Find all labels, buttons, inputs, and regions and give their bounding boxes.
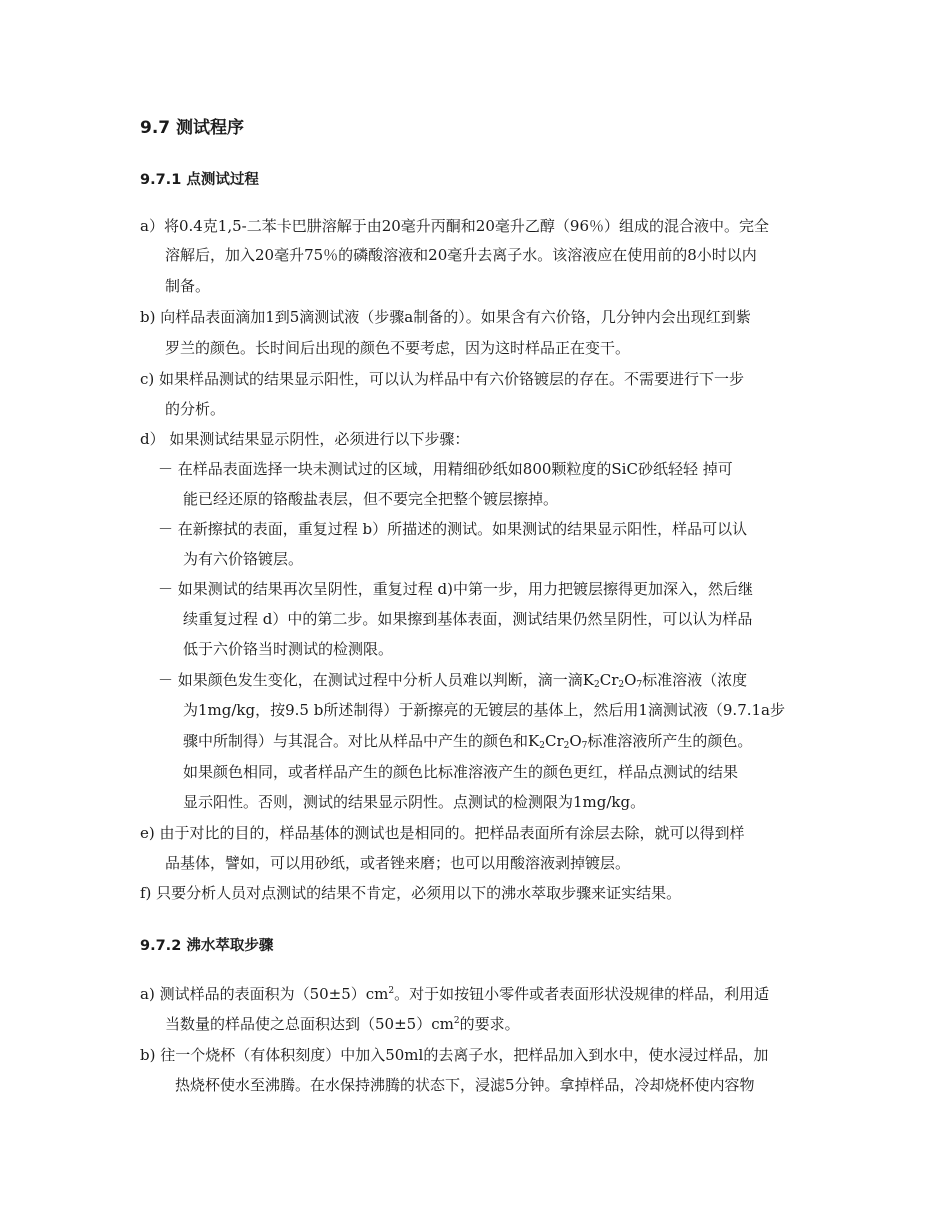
bullet-2-line-1: － 在新擦拭的表面，重复过程 b）所描述的测试。如果测试的结果显示阳性，样品可以认 [158, 520, 748, 538]
para-c-line-1: c) 如果样品测试的结果显示阳性，可以认为样品中有六价铬镀层的存在。不需要进行下一步 [140, 370, 745, 388]
bullet-4-line-2: 为1mg/kg，按9.5 b所述制得）于新擦亮的无镀层的基体上，然后用1滴测试液（9.7.1a步 [183, 701, 785, 719]
bullet-4-line-3-pre: 骤中所制得）与其混合。对比从样品中产生的颜色和 [183, 732, 529, 750]
bullet-4-line-1 [158, 670, 747, 690]
para2-b-line-1: b) 往一个烧杯（有体积刻度）中加入50ml的去离子水，把样品加入到水中，使水浸过样品，加 [140, 1046, 769, 1064]
para2-a-line-1: a) 测试样品的表面积为$(50\pm 5)cm^2$。对于如按钮小零件或者表面形状没规律的样品，利用适 [140, 985, 770, 1003]
formula-k2cr2o7: $K_2Cr_2O_7$ [528, 732, 588, 751]
para-f: f) 只要分析人员对点测试的结果不肯定，必须用以下的沸水萃取步骤来证实结果。 [140, 884, 682, 902]
para-a-line-3: 制备。 [165, 277, 211, 295]
bullet-4-line-3 [183, 731, 752, 751]
bullet-1-line-1: － 在样品表面选择一块未测试过的区域，用精细砂纸如800颗粒度的SiC砂纸轻轻 掉可 [158, 460, 733, 478]
formula-k2cr2o7: $K_2Cr_2O_7$ [582, 671, 643, 690]
para-e-line-1: e) 由于对比的目的，样品基体的测试也是相同的。把样品表面所有涂层去除，就可以得到样 [140, 824, 745, 842]
bullet-4-line-4: 如果颜色相同，或者样品产生的颜色比标准溶液产生的颜色更红，样品点测试的结果 [183, 763, 739, 781]
para-b-line-1: b) 向样品表面滴加1到5滴测试液（步骤a制备的）。如果含有六价铬，几分钟内会出现红到紫 [140, 308, 751, 326]
bullet-4-line-3-post: 标准溶液所产生的颜色。 [587, 732, 753, 750]
para2-a-line-2: 当数量的样品使之总面积达到$(50\pm 5)cm^2$的要求。 [165, 1015, 520, 1033]
section-title: 9.7 测试程序 [140, 118, 245, 138]
bullet-4-line-5: 显示阳性。否则，测试的结果显示阴性。点测试的检测限为1mg/kg。 [183, 793, 646, 811]
para-a-line-2: 溶解后，加入20毫升75％的磷酸溶液和20毫升去离子水。该溶液应在使用前的8小时以内 [165, 246, 757, 264]
bullet-2-line-2: 为有六价铬镀层。 [183, 550, 304, 568]
bullet-4-line-1-pre: － 如果颜色发生变化，在测试过程中分析人员难以判断，滴一滴 [158, 671, 583, 689]
subsection-title-spot-test: 9.7.1 点测试过程 [140, 172, 259, 188]
para-e-line-2: 品基体，譬如，可以用砂纸，或者锉来磨；也可以用酸溶液剥掉镀层。 [165, 854, 631, 872]
bullet-3-line-1: － 如果测试的结果再次呈阴性，重复过程 d)中第一步，用力把镀层擦得更加深入，然后继 [158, 580, 753, 598]
bullet-3-line-2: 续重复过程 d）中的第二步。如果擦到基体表面，测试结果仍然呈阴性，可以认为样品 [183, 610, 753, 628]
para-c-line-2: 的分析。 [165, 400, 226, 418]
bullet-4-line-1-post: 标准溶液（浓度 [642, 671, 748, 689]
para-a-line-1: a）将0.4克1,5-二苯卡巴肼溶解于由20毫升丙酮和20毫升乙醇（96％）组成的混合液中。完全 [140, 217, 769, 235]
para-d-intro: d） 如果测试结果显示阴性，必须进行以下步骤： [140, 430, 470, 448]
bullet-3-line-3: 低于六价铬当时测试的检测限。 [183, 640, 394, 658]
subsection-title-boiling-extraction: 9.7.2 沸水萃取步骤 [140, 938, 274, 954]
para2-b-line-2: 热烧杯使水至沸腾。在水保持沸腾的状态下，浸滤5分钟。拿掉样品，冷却烧杯使内容物 [175, 1076, 755, 1094]
bullet-1-line-2: 能已经还原的铬酸盐表层，但不要完全把整个镀层擦掉。 [183, 490, 559, 508]
para-b-line-2: 罗兰的颜色。长时间后出现的颜色不要考虑，因为这时样品正在变干。 [165, 339, 631, 357]
